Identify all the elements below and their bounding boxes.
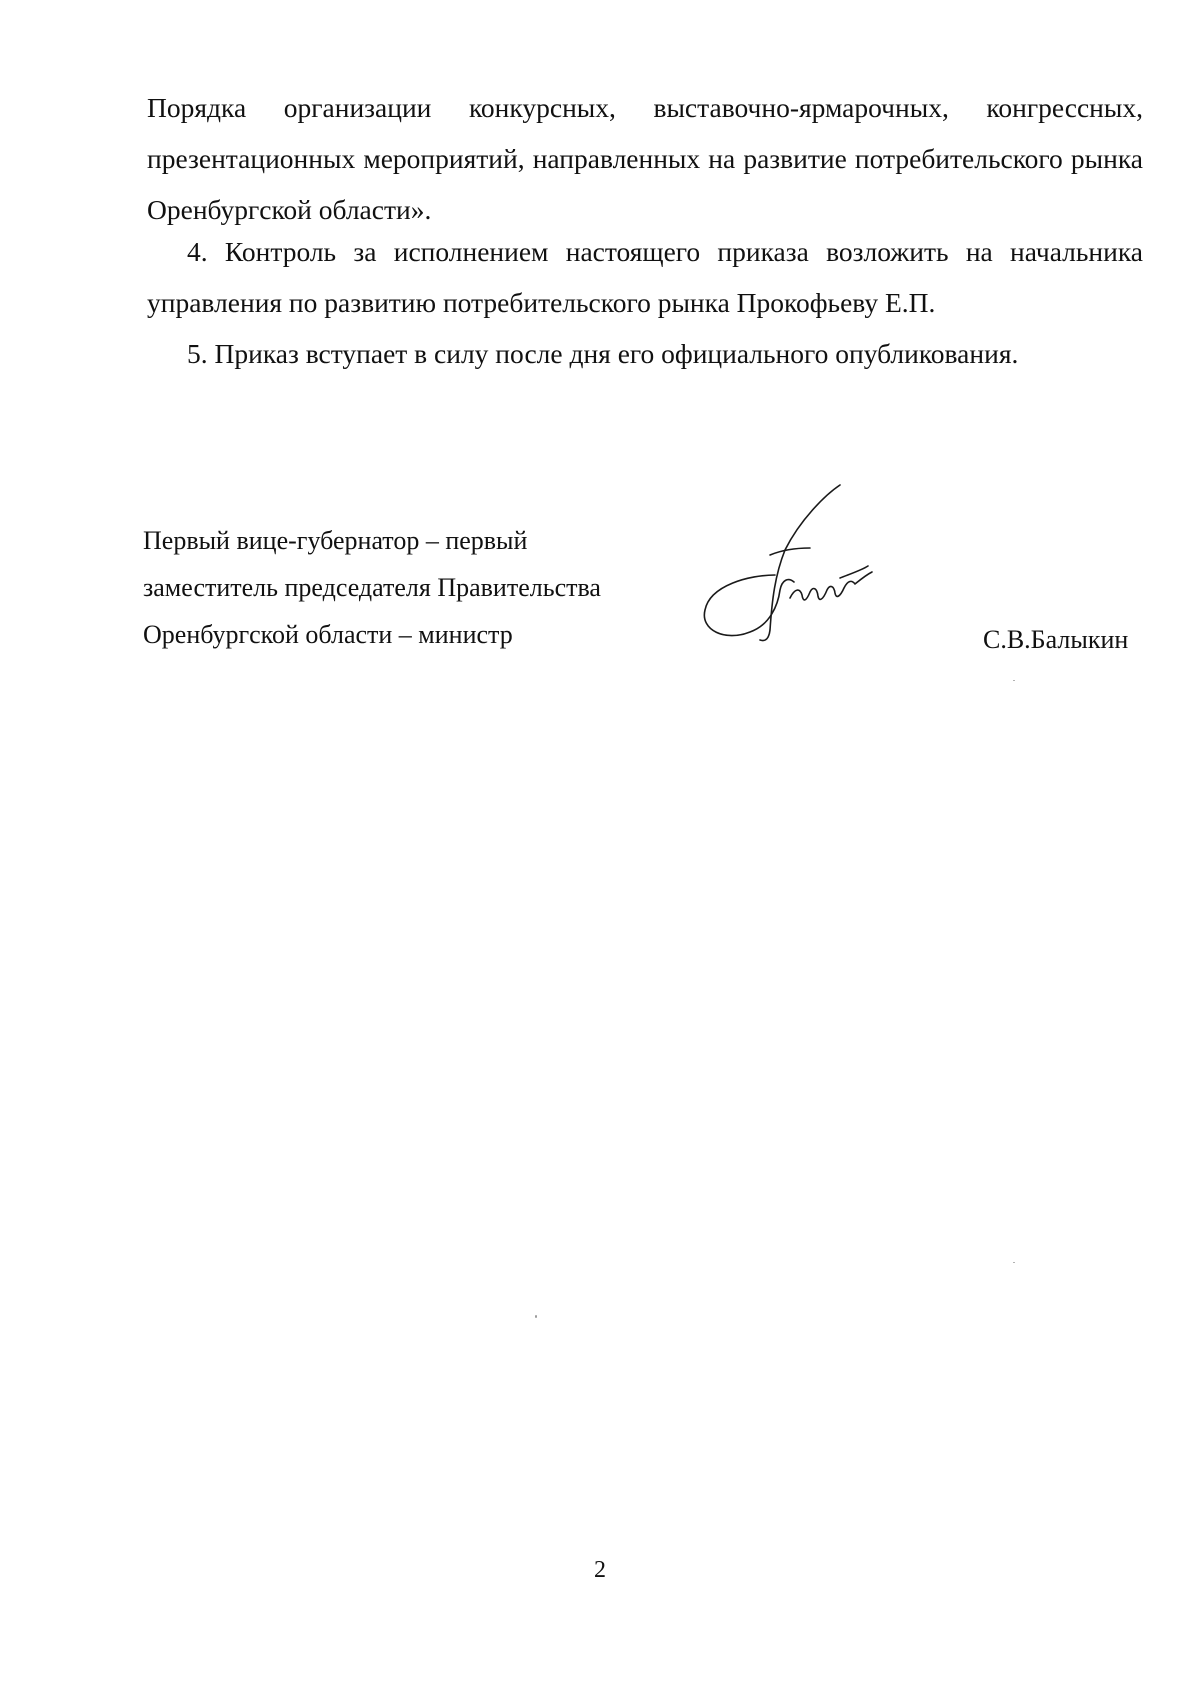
scan-speck [1013,1262,1015,1263]
signature-stroke [840,566,868,578]
scan-speck [1013,680,1015,681]
signature-stroke [790,572,872,600]
paragraph-continued: Порядка организации конкурсных, выставочно-ярмарочных, конгрессных, презентационных мероприятий, направленных на развитие потребительского рынка Оренбургской области». [147,92,1143,225]
signatory-title [143,517,601,658]
signature-stroke [770,548,810,555]
signatory-title-line: Первый вице-губернатор – первый [143,526,528,555]
page-number: 2 [594,1557,606,1583]
scan-speck [535,1315,537,1318]
handwritten-signature [690,480,890,650]
signatory-name: С.В.Балыкин [983,625,1129,654]
paragraph-item-4: 4. Контроль за исполнением настоящего приказа возложить на начальника управления по развитию потребительского рынка Прокофьеву Е.П. [147,236,1143,318]
signature-stroke [760,485,840,641]
signature-stroke [704,575,794,636]
paragraph-item-5: 5. Приказ вступает в силу после дня его официального опубликования. [187,338,1019,369]
signatory-title-line: заместитель председателя Правительства [143,573,601,602]
signatory-title-line: Оренбургской области – министр [143,620,513,649]
